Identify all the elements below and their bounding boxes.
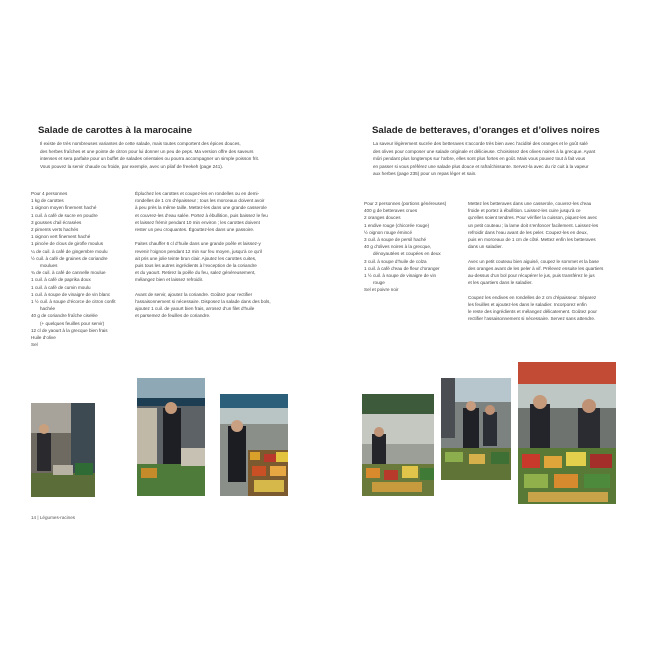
ingredient: 1 cuil. à café de sucre en poudre: [31, 212, 98, 218]
method-line: et couvrez-les d’eau salée. Portez à ébullition, puis baissez le feu: [135, 212, 268, 218]
intro-line: mûri pendant plus longtemps sur l’arbre, elles sont plus fortes en goût. Mais vous pouvez tout à fait vous: [373, 156, 586, 162]
market-photo: [518, 362, 616, 504]
ingredient: 3 cuil. à soupe d’huile de colza: [364, 258, 427, 264]
ingredient: 1 kg de carottes: [31, 198, 64, 204]
method-line: refroidir dans l’eau avant de les peler. Coupez-les en deux,: [468, 229, 588, 235]
page-footer: 14 | Légumes-racines: [31, 515, 76, 520]
ingredient: 40 g de coriandre fraîche ciselée: [31, 313, 98, 319]
market-photo: [362, 394, 434, 496]
method-line: Coupez les endives en rondelles de 2 cm d’épaisseur. Séparez: [468, 294, 597, 300]
ingredient: 1 cuil. à café de cumin moulu: [31, 284, 91, 290]
ingredient: 1 cuil. à café d’eau de fleur d’oranger: [364, 265, 440, 271]
method-line: un petit couteau ; la lame doit s’enfoncer facilement. Laissez-les: [468, 222, 599, 228]
method-line: les feuilles et ajoutez-les dans le saladier. Incorporez enfin: [468, 301, 587, 307]
method-paragraph: [468, 258, 640, 287]
method-line: Avant de servir, ajoutez la coriandre. Goûtez pour rectifier: [135, 291, 253, 297]
method-line: à peu près la même taille. Mettez-les dans une grande casserole: [135, 205, 267, 211]
market-photo: [31, 403, 95, 497]
intro-line: La saveur légèrement sucrée des betteraves s’accorde très bien avec l’acidité des oranges et le goût salé: [373, 141, 588, 146]
method-line: et parsemez de feuilles de coriandre.: [135, 313, 211, 319]
method-line: puis tous les autres ingrédients à l’exception de la coriandre: [135, 263, 257, 269]
intro-line: Il existe de très nombreuses variantes de cette salade, mais toutes comportent des épices douces,: [40, 141, 241, 146]
ingredient: 1 ½ cuil. à soupe de vinaigre de vin: [364, 273, 437, 279]
method-paragraph: [468, 294, 640, 323]
left-recipe-title: Salade de carottes à la marocaine: [38, 125, 193, 136]
method-line: au-dessus d’un bol pour récupérer le jus, puis transférez le jus: [468, 273, 595, 279]
ingredient: rouge: [373, 280, 385, 286]
method-line: rester un peu croquantes. Égouttez-les dans une passoire.: [135, 227, 255, 233]
intro-line: intenses et sera parfaite pour un buffet de salades orientales ou pourra accompagner un simple poisson frit.: [40, 156, 260, 162]
method-line: froide et portez à ébullition. Laissez-les cuire jusqu’à ce: [468, 208, 581, 214]
right-method: [468, 200, 640, 330]
method-line: ajoutez 1 cuil. de yaourt bien frais, arrosez d’un filet d’huile: [135, 306, 255, 312]
market-photo: [137, 378, 205, 496]
ingredient: 1 ½ cuil. à soupe d’écorce de citron confit: [31, 299, 116, 305]
ingredient: (+ quelques feuilles pour servir): [40, 320, 105, 326]
method-line: qu’elles soient tendres. Pour vérifier la cuisson, piquez-les avec: [468, 215, 598, 221]
method-line: et du yaourt. Retirez la poêle du feu, salez généreusement,: [135, 270, 256, 276]
ingredient: ½ oignon rouge émincé: [364, 229, 413, 235]
method-line: puis en morceaux de 1 cm de côté. Mettez enfin les betteraves: [468, 237, 596, 243]
intro-line: des herbes fraîches et une pointe de citron pour lui donner un peu de peps. Ma version offre des saveurs: [40, 148, 254, 154]
ingredient: 400 g de betteraves crues: [364, 208, 418, 214]
ingredient: 1 oignon vert finement haché: [31, 234, 91, 240]
left-ingredients: [31, 190, 116, 348]
method-line: l’assaisonnement si nécessaire. Disposez la salade dans des bols,: [135, 299, 271, 305]
ingredient: 1 pincée de clous de girofle moulus: [31, 241, 104, 247]
ingredient: 1 cuil. à soupe de vinaigre de vin blanc: [31, 291, 111, 297]
left-intro: [40, 140, 300, 170]
method-line: Avec un petit couteau bien aiguisé, coupez le sommet et la base: [468, 258, 599, 264]
right-recipe-title: Salade de betteraves, d’oranges et d’olives noires: [372, 125, 600, 136]
ingredient: 12 cl de yaourt à la grecque bien frais: [31, 327, 108, 333]
intro-line: Vous pouvez la servir chaude ou froide, par exemple, avec un pilaf de freekeh (page 241).: [40, 163, 224, 169]
ingredient: ¼ de cuil. à café de gingembre moulu: [31, 248, 108, 254]
method-line: rondelles de 1 cm d’épaisseur ; tous les morceaux doivent avoir: [135, 198, 265, 204]
ingredient: ½ cuil. à café de graines de coriandre: [31, 255, 108, 261]
intro-line: en passer si vous préférez une salade plus douce et rafraîchissante. Servez-la avec du riz cuit à la vapeur: [373, 163, 589, 169]
ingredient: 3 cuil. à soupe de persil haché: [364, 237, 427, 243]
ingredient: Sel: [31, 342, 38, 348]
ingredient: Huile d’olive: [31, 335, 56, 341]
method-line: mélangez bien et laissez refroidir.: [135, 277, 204, 283]
left-method: [135, 190, 305, 327]
ingredient: Sel et poivre noir: [364, 287, 399, 293]
method-line: rectifier l’assaisonnement si nécessaire. Servez sans attendre.: [468, 316, 596, 322]
intro-line: des olives pour composer une salade originale et délicieuse. Choisissez des olives noires à la grecque. Ayant: [373, 148, 596, 154]
method-line: ait pris une jolie teinte brun clair. Ajoutez les carottes cuites,: [135, 255, 257, 261]
method-paragraph: [135, 190, 305, 233]
ingredient: hachée: [40, 306, 56, 312]
ingredient: 1 endive rouge (chicorée rouge): [364, 222, 430, 228]
method-paragraph: [135, 240, 305, 283]
right-intro: [373, 140, 633, 178]
market-photo: [441, 378, 511, 480]
ingredient: 1 oignon moyen finement haché: [31, 205, 97, 211]
ingredient: ¾ de cuil. à café de cannelle moulue: [31, 270, 106, 276]
ingredient: Pour 2 personnes (portions généreuses): [364, 201, 447, 206]
ingredient: 2 oranges douces: [364, 215, 401, 221]
ingredient: 2 piments verts hachés: [31, 227, 79, 233]
method-line: dans un saladier.: [468, 244, 503, 250]
method-line: et laissez frémir pendant 10 min environ ; les carottes doivent: [135, 219, 260, 225]
ingredient: moulues: [40, 263, 58, 269]
method-paragraph: [135, 291, 305, 320]
market-photo: [220, 394, 288, 496]
method-paragraph: [468, 200, 640, 250]
method-line: et les quartiers dans le saladier.: [468, 280, 533, 286]
ingredient: 40 g d’olives noires à la grecque,: [364, 244, 432, 250]
method-line: revenir l’oignon pendant 12 min sur feu moyen, jusqu’à ce qu’il: [135, 248, 263, 254]
ingredient: 1 cuil. à café de paprika doux: [31, 277, 91, 283]
intro-line: aux herbes (page 235) pour un repas léger et sain.: [373, 171, 477, 177]
method-line: le reste des ingrédients et mélangez délicatement. Goûtez pour: [468, 309, 597, 315]
method-line: Épluchez les carottes et coupez-les en rondelles ou en demi-: [135, 191, 260, 196]
method-line: des oranges avant de les peler à vif. Prélevez ensuite les quartiers: [468, 265, 604, 271]
right-ingredients: [364, 200, 446, 294]
ingredient: dénoyautées et coupées en deux: [373, 251, 441, 257]
method-line: Faites chauffer 6 cl d’huile dans une grande poêle et laissez-y: [135, 241, 261, 247]
ingredient: 3 gousses d’ail écrasées: [31, 219, 82, 225]
ingredient: Pour 4 personnes: [31, 191, 68, 196]
method-line: Mettez les betteraves dans une casserole, couvrez-les d’eau: [468, 201, 592, 206]
